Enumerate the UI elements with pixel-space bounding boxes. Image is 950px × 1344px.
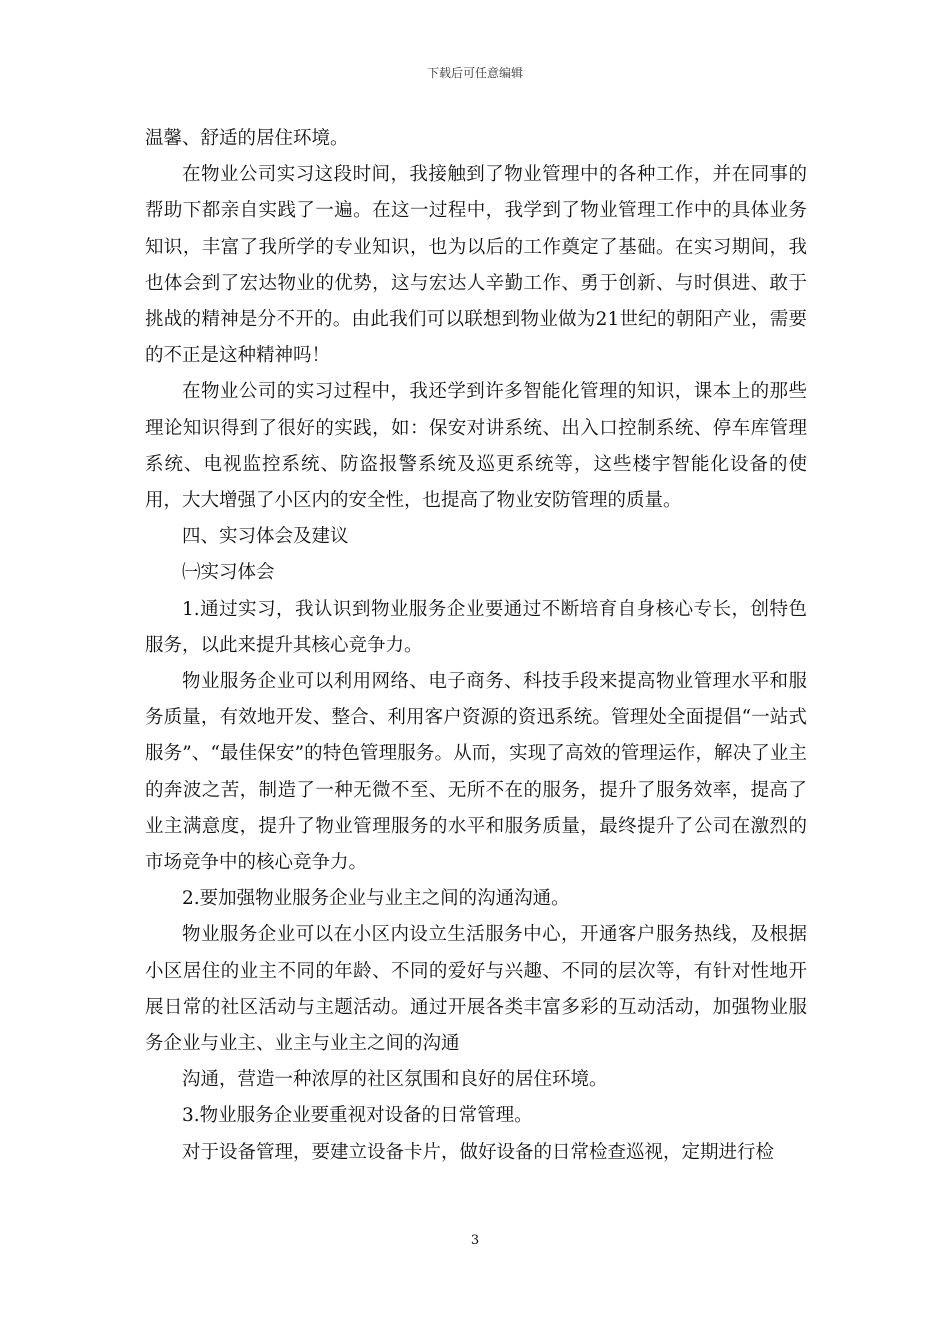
paragraph: 物业服务企业可以在小区内设立生活服务中心，开通客户服务热线，及根据小区居住的业主不同的年龄、不同的爱好与兴趣、不同的层次等，有针对性地开展日常的社区活动与主题活动。通过开展各类丰富多彩的互动活动，加强物业服务企业与业主、业主与业主之间的沟通 [145,924,807,1055]
page-number: 3 [470,1233,480,1248]
paragraph: 在物业公司的实习过程中，我还学到许多智能化管理的知识，课本上的那些理论知识得到了很好的实践，如：保安对讲系统、出入口控制系统、停车库管理系统、电视监控系统、防盗报警系统及巡更系统等，这些楼宇智能化设备的使用，大大增强了小区内的安全性，也提高了物业安防管理的质量。 [145,381,807,512]
page-header: 下载后可任意编辑 [426,66,523,80]
paragraph: 物业服务企业可以利用网络、电子商务、科技手段来提高物业管理水平和服务质量，有效地开发、整合、利用客户资源的资迅系统。管理处全面提倡“一站式服务”、“最佳保安”的特色管理服务。从而，实现了高效的管理运作，解决了业主的奔波之苦，制造了一种无微不至、无所不在的服务，提升了服务效率，提高了业主满意度，提升了物业管理服务的水平和服务质量，最终提升了公司在激烈的市场竞争中的核心竞争力。 [145,671,807,874]
numbered-point: 3.物业服务企业要重视对设备的日常管理。 [182,1105,533,1127]
numbered-point: 1.通过实习，我认识到物业服务企业要通过不断培育自身核心专长，创特色服务，以此来提升其核心竞争力。 [145,598,807,656]
subsection-heading: ㈠实习体会 [182,562,275,584]
section-heading: 四、实习体会及建议 [182,526,349,548]
paragraph: 温馨、舒适的居住环境。 [145,128,349,149]
paragraph: 对于设备管理，要建立设备卡片，做好设备的日常检查巡视，定期进行检 [182,1141,775,1163]
numbered-point: 2.要加强物业服务企业与业主之间的沟通沟通。 [182,888,570,910]
paragraph: 在物业公司实习这段时间，我接触到了物业管理中的各种工作，并在同事的帮助下都亲自实践了一遍。在这一过程中，我学到了物业管理工作中的具体业务知识，丰富了我所学的专业知识，也为以后的工作奠定了基础。在实习期间，我也体会到了宏达物业的优势，这与宏达人辛勤工作、勇于创新、与时俱进、敢于挑战的精神是分不开的。由此我们可以联想到物业做为21世纪的朝阳产业，需要的不正是这种精神吗！ [145,164,807,367]
document-body [145,121,807,1171]
paragraph: 沟通，营造一种浓厚的社区氛围和良好的居住环境。 [182,1069,608,1091]
